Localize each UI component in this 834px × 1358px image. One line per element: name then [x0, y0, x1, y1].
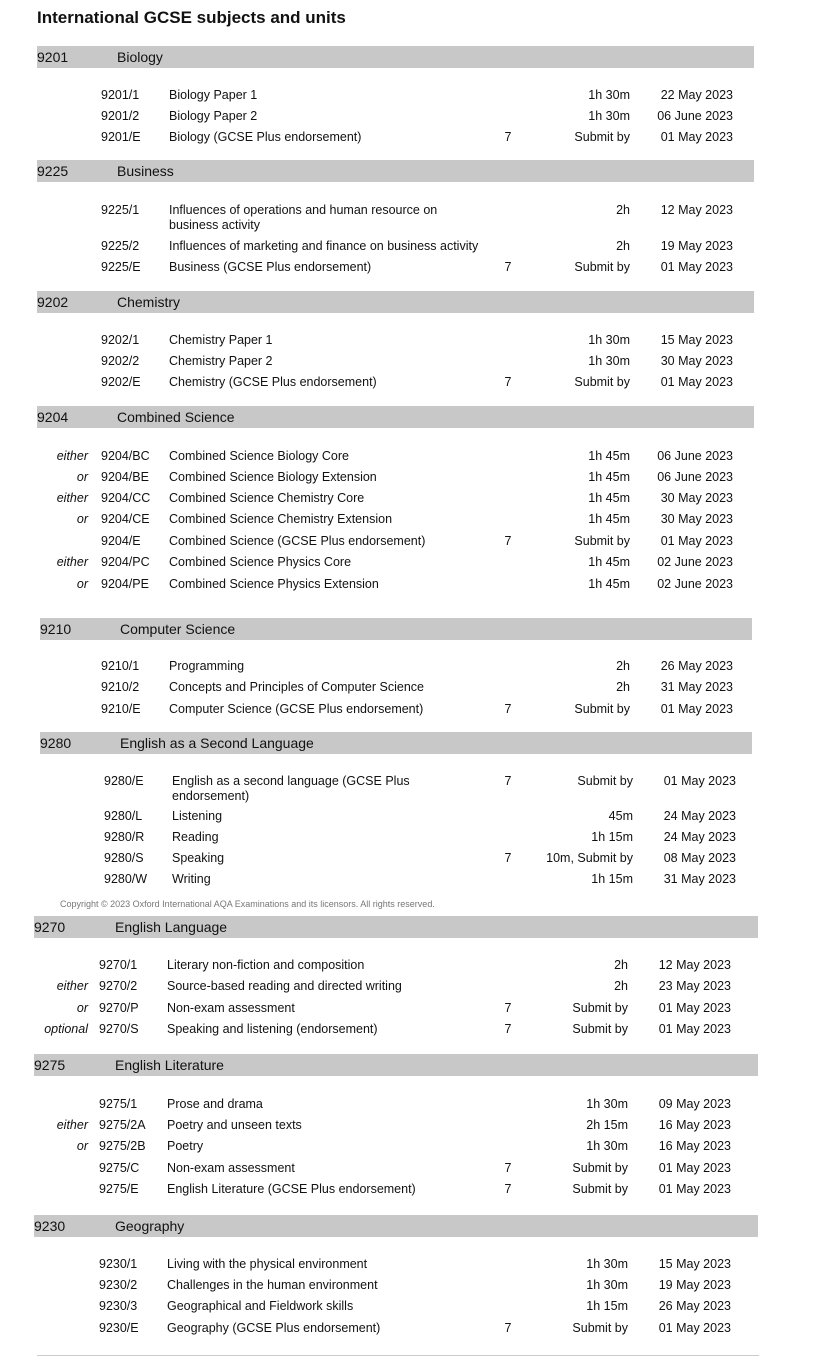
unit-date: 19 May 2023 — [660, 239, 733, 253]
unit-code: 9275/E — [99, 1182, 139, 1196]
subject-header — [37, 291, 754, 313]
unit-duration: 1h 30m — [586, 1097, 628, 1111]
subject-code: 9225 — [37, 163, 69, 179]
unit-title: Chemistry Paper 1 — [169, 333, 273, 347]
unit-title: Programming — [169, 659, 245, 673]
unit-duration: Submit by — [577, 774, 633, 788]
unit-code: 9225/1 — [101, 203, 140, 217]
unit-title: Writing — [172, 872, 211, 886]
unit-duration: 2h — [616, 680, 630, 694]
unit-date: 24 May 2023 — [663, 809, 736, 823]
subject-header — [40, 618, 752, 640]
unit-duration: 1h 45m — [588, 491, 630, 505]
unit-duration: 1h 30m — [588, 109, 630, 123]
subject-header — [40, 732, 752, 754]
unit-coursework: 7 — [504, 260, 512, 274]
subject-name: Business — [117, 163, 174, 179]
unit-code: 9204/CE — [101, 512, 150, 526]
unit-option: or — [76, 1001, 88, 1015]
unit-title: Challenges in the human environment — [167, 1278, 378, 1292]
unit-duration: Submit by — [574, 130, 630, 144]
unit-date: 01 May 2023 — [660, 375, 733, 389]
unit-duration: 2h — [616, 239, 630, 253]
unit-code: 9230/E — [99, 1321, 139, 1335]
unit-date: 01 May 2023 — [658, 1182, 731, 1196]
unit-title: Geographical and Fieldwork skills — [167, 1299, 354, 1313]
subject-name: Geography — [115, 1218, 185, 1234]
unit-title: Non-exam assessment — [167, 1161, 295, 1175]
unit-title: Biology Paper 1 — [169, 88, 258, 102]
unit-date: 16 May 2023 — [658, 1118, 731, 1132]
unit-date: 01 May 2023 — [660, 260, 733, 274]
unit-coursework: 7 — [504, 1161, 512, 1175]
subject-code: 9270 — [34, 919, 66, 935]
unit-duration: 1h 15m — [591, 872, 633, 886]
unit-title: Combined Science Chemistry Core — [169, 491, 365, 505]
unit-duration: Submit by — [574, 702, 630, 716]
unit-code: 9202/2 — [101, 354, 140, 368]
unit-title: Chemistry Paper 2 — [169, 354, 273, 368]
unit-duration: Submit by — [572, 1182, 628, 1196]
unit-code: 9204/CC — [101, 491, 151, 505]
subject-code: 9280 — [40, 735, 72, 751]
unit-code: 9204/BC — [101, 449, 150, 463]
unit-duration: 1h 30m — [586, 1257, 628, 1271]
unit-date: 02 June 2023 — [657, 577, 733, 591]
unit-title: Poetry — [167, 1139, 204, 1153]
unit-option: either — [56, 491, 88, 505]
copyright-text: Copyright © 2023 Oxford International AQA Examinations and its licensors. All rights reserved. — [60, 899, 435, 909]
unit-date: 02 June 2023 — [657, 555, 733, 569]
unit-date: 06 June 2023 — [657, 449, 733, 463]
unit-date: 23 May 2023 — [658, 979, 731, 993]
unit-code: 9270/2 — [99, 979, 138, 993]
unit-date: 26 May 2023 — [658, 1299, 731, 1313]
unit-title: Prose and drama — [167, 1097, 263, 1111]
unit-date: 15 May 2023 — [660, 333, 733, 347]
unit-title: English as a second language (GCSE Plus endorsement) — [172, 774, 410, 803]
unit-option: or — [76, 470, 88, 484]
unit-duration: Submit by — [572, 1161, 628, 1175]
unit-code: 9270/P — [99, 1001, 139, 1015]
unit-duration: 1h 30m — [586, 1139, 628, 1153]
unit-code: 9210/1 — [101, 659, 140, 673]
unit-title: Speaking — [172, 851, 225, 865]
unit-duration: 1h 30m — [588, 88, 630, 102]
subject-name: English Language — [115, 919, 228, 935]
unit-duration: 1h 45m — [588, 555, 630, 569]
unit-date: 30 May 2023 — [660, 512, 733, 526]
unit-option: or — [76, 577, 88, 591]
unit-coursework: 7 — [504, 702, 512, 716]
unit-duration: 2h — [614, 979, 628, 993]
unit-code: 9230/3 — [99, 1299, 138, 1313]
subject-header — [37, 160, 754, 182]
unit-code: 9204/E — [101, 534, 141, 548]
unit-code: 9275/C — [99, 1161, 140, 1175]
unit-code: 9280/E — [104, 774, 144, 788]
subject-code: 9201 — [37, 49, 69, 65]
unit-title: Speaking and listening (endorsement) — [167, 1022, 378, 1036]
unit-coursework: 7 — [504, 1022, 512, 1036]
unit-duration: 1h 15m — [586, 1299, 628, 1313]
unit-date: 12 May 2023 — [660, 203, 733, 217]
subject-name: Computer Science — [120, 621, 236, 637]
unit-duration: 1h 30m — [588, 333, 630, 347]
subject-code: 9210 — [40, 621, 72, 637]
unit-code: 9280/S — [104, 851, 144, 865]
unit-title: Combined Science Physics Extension — [169, 577, 379, 591]
unit-title: English Literature (GCSE Plus endorsement) — [167, 1182, 416, 1196]
subject-header — [34, 1054, 758, 1076]
unit-code: 9201/2 — [101, 109, 140, 123]
unit-code: 9201/1 — [101, 88, 140, 102]
unit-code: 9275/2A — [99, 1118, 146, 1132]
unit-duration: 1h 15m — [591, 830, 633, 844]
unit-title: Biology Paper 2 — [169, 109, 258, 123]
unit-option: either — [56, 979, 88, 993]
unit-date: 15 May 2023 — [658, 1257, 731, 1271]
unit-date: 06 June 2023 — [657, 109, 733, 123]
unit-duration: Submit by — [572, 1001, 628, 1015]
unit-duration: 2h — [614, 958, 628, 972]
unit-date: 31 May 2023 — [663, 872, 736, 886]
unit-code: 9275/2B — [99, 1139, 146, 1153]
unit-code: 9280/L — [104, 809, 143, 823]
unit-duration: 2h — [616, 203, 630, 217]
unit-title: Influences of operations and human resource on business activity — [169, 203, 438, 232]
subject-name: Chemistry — [117, 294, 181, 310]
unit-duration: Submit by — [572, 1022, 628, 1036]
unit-duration: Submit by — [574, 260, 630, 274]
unit-date: 01 May 2023 — [658, 1321, 731, 1335]
unit-code: 9202/1 — [101, 333, 140, 347]
unit-duration: Submit by — [572, 1321, 628, 1335]
unit-title: Poetry and unseen texts — [167, 1118, 302, 1132]
unit-date: 22 May 2023 — [660, 88, 733, 102]
unit-date: 01 May 2023 — [660, 702, 733, 716]
unit-code: 9202/E — [101, 375, 141, 389]
unit-coursework: 7 — [504, 1321, 512, 1335]
page-title: International GCSE subjects and units — [37, 8, 346, 27]
unit-option: either — [56, 555, 88, 569]
unit-date: 30 May 2023 — [660, 491, 733, 505]
unit-duration: Submit by — [574, 534, 630, 548]
unit-code: 9204/PC — [101, 555, 150, 569]
unit-option: either — [56, 1118, 88, 1132]
subject-header — [37, 46, 754, 68]
unit-title: Chemistry (GCSE Plus endorsement) — [169, 375, 377, 389]
unit-date: 26 May 2023 — [660, 659, 733, 673]
unit-date: 12 May 2023 — [658, 958, 731, 972]
unit-code: 9204/BE — [101, 470, 149, 484]
unit-title: Computer Science (GCSE Plus endorsement) — [169, 702, 424, 716]
unit-date: 24 May 2023 — [663, 830, 736, 844]
unit-code: 9210/2 — [101, 680, 140, 694]
subject-name: Biology — [117, 49, 163, 65]
unit-coursework: 7 — [504, 1001, 512, 1015]
unit-coursework: 7 — [504, 851, 512, 865]
unit-date: 01 May 2023 — [658, 1161, 731, 1175]
unit-duration: 1h 30m — [586, 1278, 628, 1292]
unit-date: 01 May 2023 — [660, 534, 733, 548]
unit-option: optional — [44, 1022, 88, 1036]
unit-duration: 1h 30m — [588, 354, 630, 368]
unit-date: 06 June 2023 — [657, 470, 733, 484]
subject-header — [37, 406, 754, 428]
unit-date: 01 May 2023 — [658, 1001, 731, 1015]
unit-date: 01 May 2023 — [660, 130, 733, 144]
unit-code: 9225/2 — [101, 239, 140, 253]
unit-coursework: 7 — [504, 774, 512, 788]
unit-code: 9280/R — [104, 830, 145, 844]
subject-header — [34, 1215, 758, 1237]
unit-title: Listening — [172, 809, 223, 823]
unit-title: Business (GCSE Plus endorsement) — [169, 260, 372, 274]
unit-title: Biology (GCSE Plus endorsement) — [169, 130, 362, 144]
unit-code: 9230/1 — [99, 1257, 138, 1271]
unit-title: Concepts and Principles of Computer Science — [169, 680, 424, 694]
unit-title: Reading — [172, 830, 219, 844]
subject-name: English Literature — [115, 1057, 224, 1073]
unit-option: or — [76, 512, 88, 526]
unit-code: 9270/S — [99, 1022, 139, 1036]
unit-duration: 1h 45m — [588, 449, 630, 463]
unit-duration: 2h — [616, 659, 630, 673]
unit-date: 30 May 2023 — [660, 354, 733, 368]
unit-code: 9280/W — [104, 872, 148, 886]
unit-title: Combined Science Physics Core — [169, 555, 352, 569]
footer-divider — [37, 1355, 759, 1356]
unit-date: 31 May 2023 — [660, 680, 733, 694]
unit-code: 9210/E — [101, 702, 141, 716]
unit-title: Combined Science (GCSE Plus endorsement) — [169, 534, 426, 548]
unit-date: 19 May 2023 — [658, 1278, 731, 1292]
subject-header — [34, 916, 758, 938]
subject-name: Combined Science — [117, 409, 235, 425]
unit-code: 9225/E — [101, 260, 141, 274]
unit-duration: 1h 45m — [588, 512, 630, 526]
subject-name: English as a Second Language — [120, 735, 314, 751]
unit-title: Influences of marketing and finance on business activity — [169, 239, 479, 253]
unit-date: 09 May 2023 — [658, 1097, 731, 1111]
unit-code: 9275/1 — [99, 1097, 138, 1111]
unit-date: 08 May 2023 — [663, 851, 736, 865]
subject-code: 9230 — [34, 1218, 66, 1234]
subject-code: 9275 — [34, 1057, 66, 1073]
unit-duration: 45m — [608, 809, 633, 823]
unit-option: either — [56, 449, 88, 463]
unit-title: Combined Science Biology Extension — [169, 470, 377, 484]
unit-coursework: 7 — [504, 534, 512, 548]
unit-title: Literary non-fiction and composition — [167, 958, 365, 972]
unit-duration: 1h 45m — [588, 577, 630, 591]
unit-date: 16 May 2023 — [658, 1139, 731, 1153]
unit-code: 9201/E — [101, 130, 141, 144]
subject-code: 9202 — [37, 294, 69, 310]
unit-title: Combined Science Biology Core — [169, 449, 349, 463]
unit-duration: Submit by — [574, 375, 630, 389]
unit-duration: 10m, Submit by — [546, 851, 633, 865]
unit-code: 9204/PE — [101, 577, 149, 591]
unit-code: 9230/2 — [99, 1278, 138, 1292]
unit-option: or — [76, 1139, 88, 1153]
unit-title: Living with the physical environment — [167, 1257, 368, 1271]
unit-coursework: 7 — [504, 130, 512, 144]
unit-title: Source-based reading and directed writing — [167, 979, 402, 993]
unit-date: 01 May 2023 — [663, 774, 736, 788]
unit-title: Geography (GCSE Plus endorsement) — [167, 1321, 381, 1335]
subject-code: 9204 — [37, 409, 69, 425]
unit-title: Combined Science Chemistry Extension — [169, 512, 393, 526]
unit-date: 01 May 2023 — [658, 1022, 731, 1036]
unit-code: 9270/1 — [99, 958, 138, 972]
unit-duration: 2h 15m — [586, 1118, 628, 1132]
unit-title: Non-exam assessment — [167, 1001, 295, 1015]
unit-coursework: 7 — [504, 1182, 512, 1196]
unit-coursework: 7 — [504, 375, 512, 389]
unit-duration: 1h 45m — [588, 470, 630, 484]
